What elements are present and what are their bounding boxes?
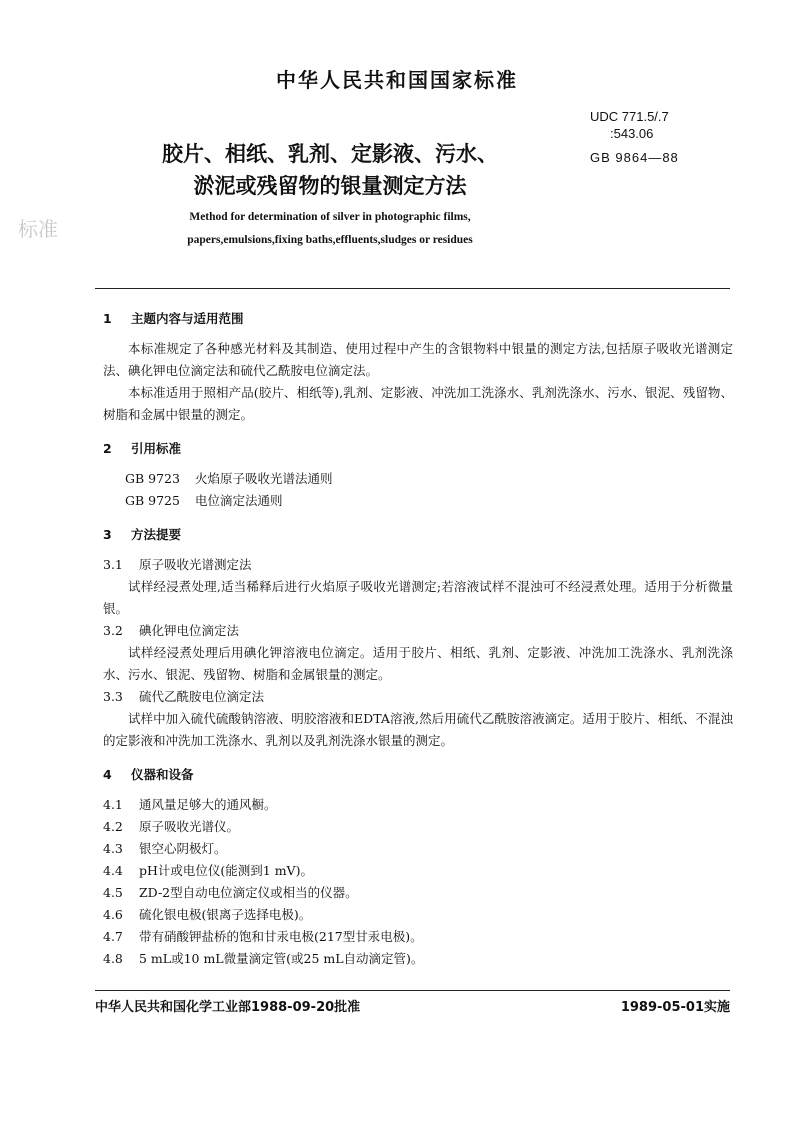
item-number: 4.8 xyxy=(103,951,123,966)
gb-code: GB 9864—88 xyxy=(590,150,679,165)
item-text: 原子吸收光谱仪。 xyxy=(139,819,240,834)
header-divider xyxy=(95,288,730,289)
reference-code: GB 9725 xyxy=(125,493,180,508)
item-number: 4.4 xyxy=(103,863,123,878)
title-en-line-1: Method for determination of silver in photographic films, xyxy=(189,211,471,223)
section-number: 1 xyxy=(103,311,112,326)
subsection-number: 3.2 xyxy=(103,623,123,638)
effective-date: 1989-05-01实施 xyxy=(620,1000,730,1015)
subsection-number: 3.3 xyxy=(103,689,123,704)
item-number: 4.3 xyxy=(103,841,123,856)
section-title: 仪器和设备 xyxy=(131,767,194,782)
subsection-3-2-heading xyxy=(103,620,733,642)
section-title: 主题内容与适用范围 xyxy=(131,311,244,326)
item-text: 通风量足够大的通风橱。 xyxy=(139,797,277,812)
reference-name: 火焰原子吸收光谱法通则 xyxy=(195,471,333,486)
standard-organization-header: 中华人民共和国国家标准 xyxy=(276,68,518,92)
item-number: 4.1 xyxy=(103,797,123,812)
equipment-item xyxy=(103,926,733,948)
item-text: pH计或电位仪(能测到1 mV)。 xyxy=(139,863,313,878)
footer-divider xyxy=(95,990,730,991)
udc-line-2: :543.06 xyxy=(610,126,654,141)
equipment-item xyxy=(103,882,733,904)
reference-name: 电位滴定法通则 xyxy=(195,493,283,508)
section-number: 3 xyxy=(103,527,112,542)
document-body xyxy=(103,308,733,970)
section-2-heading xyxy=(103,438,733,460)
section-4-heading xyxy=(103,764,733,786)
subsection-number: 3.1 xyxy=(103,557,123,572)
title-en-line-2: papers,emulsions,fixing baths,effluents,sludges or residues xyxy=(187,234,473,246)
item-text: 银空心阴极灯。 xyxy=(139,841,227,856)
reference-item xyxy=(103,468,733,490)
equipment-item xyxy=(103,860,733,882)
title-cn-line-1: 胶片、相纸、乳剂、定影液、污水、 xyxy=(162,142,498,166)
equipment-item xyxy=(103,904,733,926)
item-text: 带有硝酸钾盐桥的饱和甘汞电极(217型甘汞电极)。 xyxy=(139,929,423,944)
document-title-cn xyxy=(150,138,510,202)
document-title-en xyxy=(140,206,520,252)
section-number: 2 xyxy=(103,441,112,456)
subsection-title: 原子吸收光谱测定法 xyxy=(139,557,252,572)
subsection-3-3-heading xyxy=(103,686,733,708)
item-number: 4.5 xyxy=(103,885,123,900)
item-number: 4.2 xyxy=(103,819,123,834)
approval-statement: 中华人民共和国化学工业部1988-09-20批准 xyxy=(95,1000,361,1015)
subsection-3-3-text: 试样中加入硫代硫酸钠溶液、明胶溶液和EDTA溶液,然后用硫代乙酰胺溶液滴定。适用于胶片、相纸、不混浊的定影液和冲洗加工洗涤水、乳剂以及乳剂洗涤水银量的测定。 xyxy=(103,711,733,748)
equipment-item xyxy=(103,794,733,816)
subsection-3-1-text: 试样经浸煮处理,适当稀释后进行火焰原子吸收光谱测定;若溶液试样不混浊可不经浸煮处理。适用于分析微量银。 xyxy=(103,579,733,616)
item-text: 硫化银电极(银离子选择电极)。 xyxy=(139,907,312,922)
subsection-title: 硫代乙酰胺电位滴定法 xyxy=(139,689,265,704)
section-title: 引用标准 xyxy=(131,441,182,456)
udc-classification xyxy=(590,108,669,142)
section-3-heading xyxy=(103,524,733,546)
section-number: 4 xyxy=(103,767,112,782)
subsection-3-1-heading xyxy=(103,554,733,576)
reference-item xyxy=(103,490,733,512)
section-1-paragraph-2: 本标准适用于照相产品(胶片、相纸等),乳剂、定影液、冲洗加工洗涤水、乳剂洗涤水、污水、银泥、残留物、树脂和金属中银量的测定。 xyxy=(103,385,733,422)
reference-code: GB 9723 xyxy=(125,471,180,486)
section-title: 方法提要 xyxy=(131,527,182,542)
subsection-3-2-text: 试样经浸煮处理后用碘化钾溶液电位滴定。适用于胶片、相纸、乳剂、定影液、冲洗加工洗涤水、乳剂洗涤水、污水、银泥、残留物、树脂和金属银量的测定。 xyxy=(103,645,733,682)
equipment-item xyxy=(103,838,733,860)
udc-line-1: UDC 771.5/.7 xyxy=(590,109,669,124)
title-cn-line-2: 淤泥或残留物的银量测定方法 xyxy=(193,174,467,198)
item-number: 4.7 xyxy=(103,929,123,944)
item-number: 4.6 xyxy=(103,907,123,922)
equipment-item xyxy=(103,816,733,838)
section-1-heading xyxy=(103,308,733,330)
subsection-title: 碘化钾电位滴定法 xyxy=(139,623,240,638)
item-text: 5 mL或10 mL微量滴定管(或25 mL自动滴定管)。 xyxy=(139,951,424,966)
item-text: ZD-2型自动电位滴定仪或相当的仪器。 xyxy=(139,885,358,900)
section-1-paragraph-1: 本标准规定了各种感光材料及其制造、使用过程中产生的含银物料中银量的测定方法,包括原子吸收光谱测定法、碘化钾电位滴定法和硫代乙酰胺电位滴定法。 xyxy=(103,341,733,378)
side-stamp: 标准 xyxy=(18,217,58,241)
equipment-item xyxy=(103,948,733,970)
